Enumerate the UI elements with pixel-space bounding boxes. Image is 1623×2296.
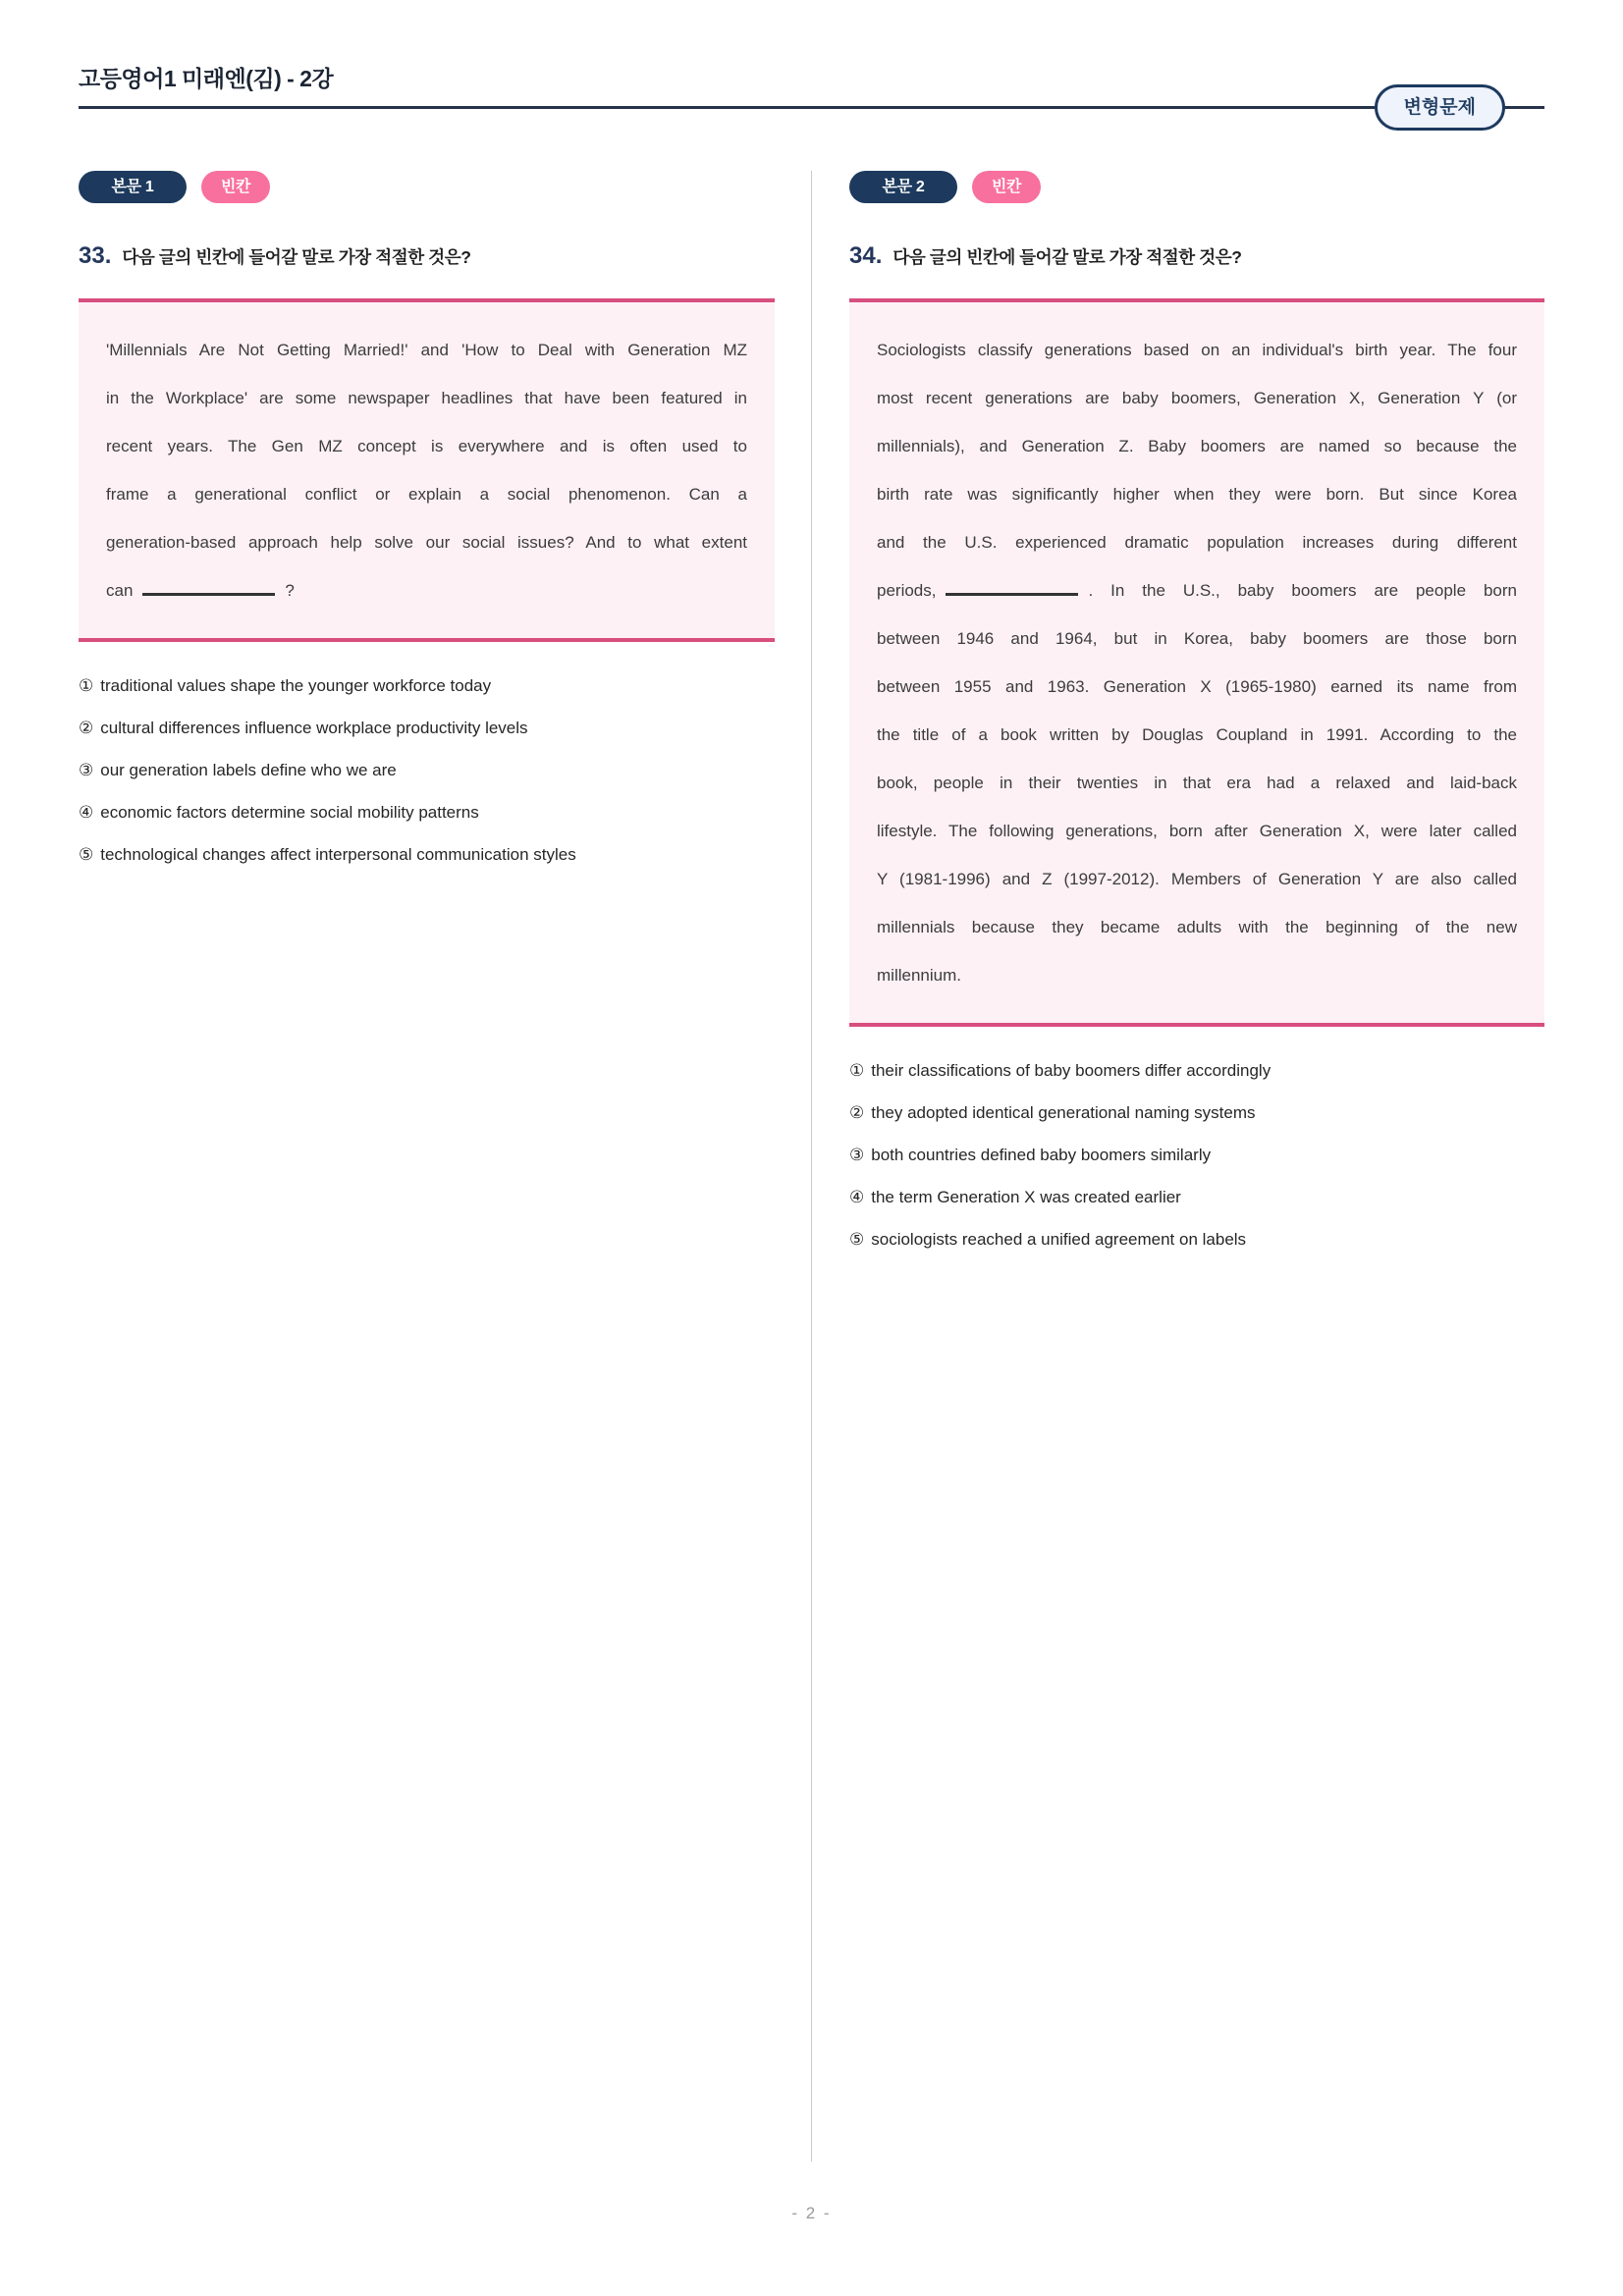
- choice-marker: ①: [79, 676, 94, 695]
- question-34-passage: [849, 298, 1544, 1027]
- choice-marker: ④: [849, 1188, 865, 1206]
- two-column-layout: [79, 171, 1544, 2162]
- question-prompt: 다음 글의 빈칸에 들어갈 말로 가장 적절한 것은?: [893, 247, 1242, 267]
- choice-marker: ②: [79, 719, 94, 737]
- choice-option: [79, 714, 600, 743]
- question-34-column: [812, 171, 1544, 2162]
- choice-option: [849, 1183, 1371, 1212]
- choice-option: [79, 840, 600, 870]
- question-number: 34.: [849, 242, 883, 269]
- choice-option: [849, 1225, 1371, 1255]
- choice-text: they adopted identical generational naming systems: [871, 1103, 1256, 1122]
- passage-text-before-blank: 'Millennials Are Not Getting Married!' and 'How to Deal with Generation MZ in the Workplace' are some newspaper headlines that have been featured in recent years. The Gen MZ concept is everywhere and is often used to frame a generational conflict or explain a social phenomenon. Can a generation-based approach help solve our social issues? And to what extent can: [106, 341, 747, 600]
- choice-option: [79, 798, 600, 828]
- question-33-choices: [79, 671, 775, 870]
- page-title: 고등영어1 미래엔(김) - 2강: [79, 66, 334, 91]
- question-number: 33.: [79, 242, 112, 269]
- choice-marker: ③: [849, 1146, 865, 1164]
- choice-marker: ④: [79, 803, 94, 822]
- page-header: [79, 61, 1544, 118]
- choice-option: [79, 671, 600, 701]
- variant-problem-badge: 변형문제: [1375, 84, 1505, 131]
- choice-option: [849, 1141, 1371, 1170]
- passage-text-after-blank: . In the U.S., baby boomers are people born between 1946 and 1964, but in Korea, baby boomers are those born between 1955 and 1963. Generation X (1965-1980) earned its name from the title of a book written by Douglas Coupland in 1991. According to the book, people in their twenties in that era had a relaxed and laid-back lifestyle. The following generations, born after Generation X, were later called Y (1981-1996) and Z (1997-2012). Members of Generation Y are also called millennials because they became adults with the beginning of the new millennium.: [877, 581, 1517, 985]
- choice-option: [79, 756, 600, 785]
- choice-text: cultural differences influence workplace productivity levels: [100, 719, 528, 737]
- choice-text: economic factors determine social mobility patterns: [100, 803, 479, 822]
- choice-text: their classifications of baby boomers differ accordingly: [871, 1061, 1271, 1080]
- choice-marker: ⑤: [849, 1230, 865, 1249]
- choice-marker: ③: [79, 761, 94, 779]
- choice-text: the term Generation X was created earlier: [871, 1188, 1181, 1206]
- question-33-passage: [79, 298, 775, 642]
- fill-in-blank-line: [142, 580, 275, 596]
- passage-source-badge: 본문 1: [79, 171, 187, 203]
- choice-marker: ⑤: [79, 845, 94, 864]
- question-type-badge: 빈칸: [972, 171, 1041, 203]
- header-divider: [79, 106, 1544, 109]
- question-34-tags: [849, 171, 1544, 203]
- question-34-heading: [849, 242, 1544, 270]
- choice-text: both countries defined baby boomers similarly: [871, 1146, 1212, 1164]
- question-33-column: [79, 171, 812, 2162]
- question-prompt: 다음 글의 빈칸에 들어갈 말로 가장 적절한 것은?: [122, 247, 471, 267]
- page-number: - 2 -: [791, 2204, 832, 2222]
- question-34-choices: [849, 1056, 1544, 1255]
- choice-text: sociologists reached a unified agreement on labels: [871, 1230, 1247, 1249]
- choice-marker: ①: [849, 1061, 865, 1080]
- question-33-heading: [79, 242, 775, 270]
- choice-option: [849, 1098, 1371, 1128]
- choice-option: [849, 1056, 1371, 1086]
- choice-text: technological changes affect interpersonal communication styles: [100, 845, 576, 864]
- choice-marker: ②: [849, 1103, 865, 1122]
- passage-text-before-blank: Sociologists classify generations based on an individual's birth year. The four most recent generations are baby boomers, Generation X, Generation Y (or millennials), and Generation Z. Baby boomers are named so because the birth rate was significantly higher when they were born. But since Korea and the U.S. experienced dramatic population increases during different periods,: [877, 341, 1517, 600]
- passage-text-after-blank: ?: [285, 581, 295, 600]
- question-33-tags: [79, 171, 775, 203]
- choice-text: our generation labels define who we are: [100, 761, 397, 779]
- question-type-badge: 빈칸: [201, 171, 270, 203]
- passage-source-badge: 본문 2: [849, 171, 957, 203]
- fill-in-blank-line: [946, 580, 1078, 596]
- choice-text: traditional values shape the younger workforce today: [100, 676, 492, 695]
